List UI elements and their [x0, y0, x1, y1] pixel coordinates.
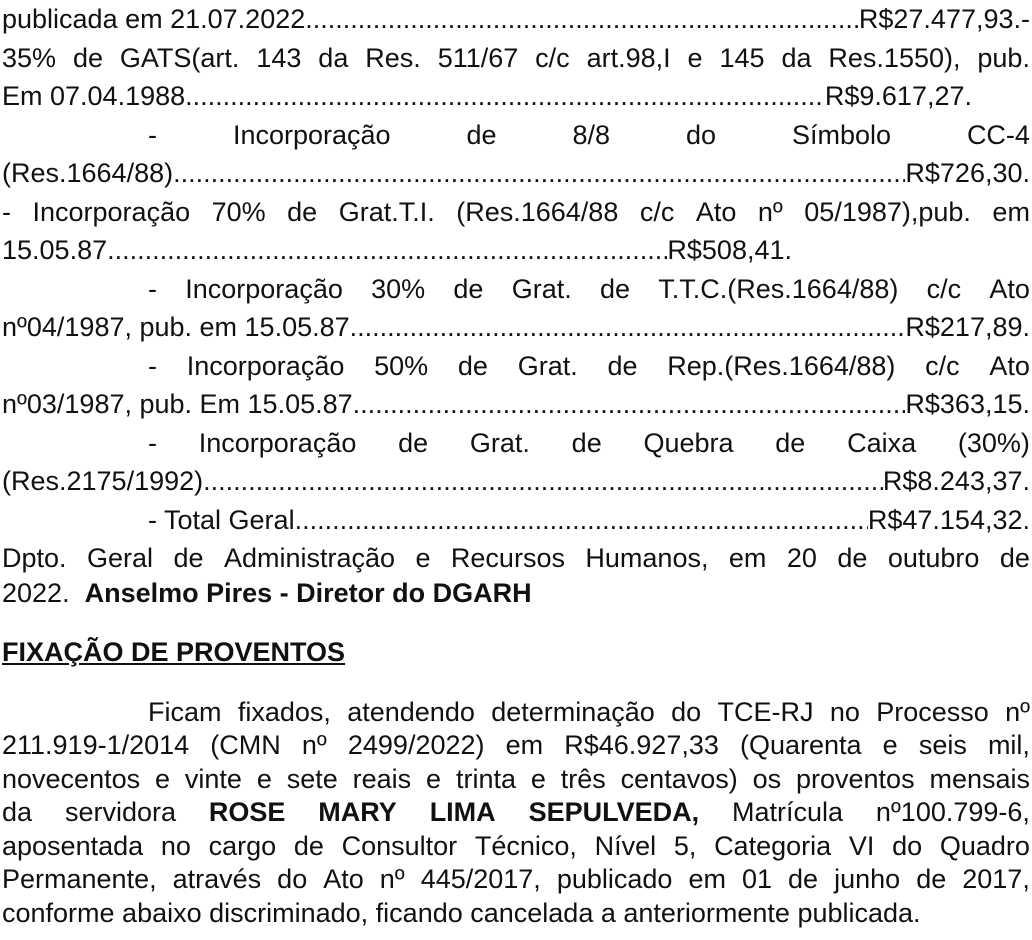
- word: Incorporação: [32, 196, 191, 227]
- word: Consultor: [341, 830, 458, 861]
- word: servidora: [64, 797, 176, 827]
- word: Grat.: [469, 427, 530, 458]
- gats-publication-line: [2, 77, 1030, 116]
- amount-value: R$726,30.: [905, 158, 1030, 188]
- word: reais: [352, 763, 412, 794]
- word: determinação: [491, 696, 655, 727]
- word: aposentada: [2, 830, 144, 861]
- word: e: [530, 763, 546, 794]
- word: sete: [286, 763, 338, 794]
- word: no: [160, 830, 191, 861]
- publication-date-line: [2, 0, 1030, 39]
- word: 01: [741, 864, 773, 894]
- incorporation-caixa-amount-line: [2, 462, 1030, 501]
- incorporation-grat-ti-amount-line: [2, 231, 1030, 270]
- word: em: [728, 543, 767, 573]
- word: Símbolo: [791, 119, 891, 150]
- word: 143: [256, 42, 302, 73]
- word: de: [607, 350, 638, 381]
- incorporation-rep-line: [2, 347, 1030, 386]
- word: -: [148, 427, 157, 458]
- dot-leader: [203, 462, 883, 501]
- word: Caixa: [847, 427, 917, 458]
- word: atendendo: [347, 696, 475, 727]
- dot-leader: [353, 385, 906, 424]
- paragraph-line: [2, 763, 1030, 797]
- word: Rep.(Res.1664/88): [667, 350, 896, 381]
- word: de: [173, 543, 204, 573]
- word: Incorporação: [185, 273, 343, 304]
- word: Permanente,: [2, 864, 157, 894]
- word: trinta: [455, 763, 516, 794]
- word: de: [72, 42, 103, 73]
- word: do: [892, 830, 923, 861]
- word: Res.: [365, 42, 421, 73]
- word: 211.919-1/2014: [2, 730, 190, 760]
- word: nº: [379, 864, 405, 894]
- spacer: [2, 610, 1030, 630]
- word: 35%: [2, 42, 57, 73]
- word: vinte: [184, 763, 242, 794]
- word: e: [687, 42, 703, 73]
- word: CC-4: [966, 119, 1030, 150]
- dot-leader: [107, 231, 667, 270]
- word: 05/1987),pub.: [804, 196, 971, 227]
- word: Ato: [989, 350, 1030, 381]
- incorporation-cc4-line: [2, 116, 1030, 155]
- paragraph-closing-text: conforme abaixo discriminado, ficando cancelada a anteriormente publicada.: [2, 897, 921, 928]
- word: através: [172, 864, 262, 894]
- servant-name-word: ROSE: [208, 797, 286, 827]
- paragraph-line-last: [2, 897, 1030, 931]
- incorporation-ttc-line: [2, 270, 1030, 309]
- section-heading-line: [2, 630, 1030, 674]
- word: 2017,: [962, 864, 1030, 894]
- word: de: [287, 196, 318, 227]
- word: nº: [1005, 696, 1030, 727]
- word: Categoria: [714, 830, 832, 861]
- dot-leader: [350, 308, 906, 347]
- word: outubro: [887, 543, 980, 573]
- dot-leader: [305, 0, 859, 39]
- paragraph-line: [2, 729, 1030, 763]
- incorporation-cc4-amount-line: [2, 154, 1030, 193]
- servant-name-word: SEPULVEDA,: [528, 797, 700, 827]
- amount-value: R$363,15.: [905, 389, 1030, 419]
- section-heading: FIXAÇÃO DE PROVENTOS: [2, 636, 346, 667]
- incorporation-rep-amount-line: [2, 385, 1030, 424]
- servant-name-word: LIMA: [429, 797, 496, 827]
- word: Dpto.: [2, 543, 67, 573]
- signatory-name: Anselmo Pires - Diretor do DGARH: [84, 577, 532, 608]
- word: (30%): [957, 427, 1030, 458]
- word: proventos: [796, 763, 915, 794]
- amount-value: R$9.617,27.: [824, 81, 972, 111]
- word: seis: [918, 730, 967, 760]
- total-line: [2, 501, 1030, 540]
- word: Administração: [223, 543, 396, 573]
- word: cargo: [208, 830, 277, 861]
- word: Ato: [323, 864, 364, 894]
- paragraph-line: [2, 863, 1030, 897]
- word: Grat.: [511, 273, 572, 304]
- word: e: [426, 763, 442, 794]
- year-text: 2022.: [2, 577, 85, 608]
- word: do: [685, 119, 716, 150]
- word: mil,: [987, 730, 1030, 760]
- word: de: [293, 830, 324, 861]
- word: (CMN: [210, 730, 281, 760]
- word: Quadro: [939, 830, 1030, 861]
- signature-line: [2, 578, 1030, 610]
- word: -: [148, 273, 157, 304]
- date-text: 15.05.87: [2, 235, 108, 265]
- word: de: [775, 427, 806, 458]
- paragraph-line-servant: [2, 796, 1030, 830]
- word: mensais: [929, 763, 1030, 794]
- word: nº: [757, 196, 783, 227]
- dot-leader: [185, 77, 825, 116]
- word: os: [752, 763, 782, 794]
- word: do: [277, 864, 308, 894]
- word: de: [999, 543, 1030, 573]
- word: 511/67: [437, 42, 519, 73]
- word: 5,: [673, 830, 697, 861]
- word: 2499/2022): [347, 730, 485, 760]
- word: Incorporação: [232, 119, 391, 150]
- word: Recursos: [450, 543, 565, 573]
- word: de: [788, 864, 819, 894]
- word: publicado: [556, 864, 673, 894]
- word: nº100.799-6,: [875, 797, 1030, 827]
- word: Grat.: [517, 350, 578, 381]
- amount-value: R$508,41.: [667, 235, 792, 265]
- word: (Quarenta: [739, 730, 862, 760]
- word: Nível: [594, 830, 657, 861]
- act-text: nº03/1987, pub. Em 15.05.87: [2, 389, 353, 419]
- word: de: [599, 273, 631, 304]
- word: fixados,: [237, 696, 331, 727]
- word: -: [2, 196, 11, 227]
- word: de: [466, 119, 497, 150]
- word: 445/2017,: [420, 864, 541, 894]
- word: junho: [834, 864, 901, 894]
- word: Grat.T.I.: [338, 196, 435, 227]
- word: Ficam: [148, 696, 222, 727]
- word: Incorporação: [198, 427, 357, 458]
- servant-name-word: MARY: [318, 797, 397, 827]
- word: de: [453, 273, 484, 304]
- word: c/c: [535, 42, 570, 73]
- word: em: [505, 730, 544, 760]
- word: novecentos: [2, 763, 141, 794]
- word: e: [154, 763, 171, 794]
- word: c/c: [925, 350, 960, 381]
- incorporation-ttc-amount-line: [2, 308, 1030, 347]
- word: de: [916, 864, 947, 894]
- word: 8/8: [572, 119, 611, 150]
- incorporation-grat-ti-line: [2, 193, 1030, 232]
- word: 30%: [371, 273, 426, 304]
- word: Ato: [989, 273, 1030, 304]
- dot-leader: [173, 154, 905, 193]
- total-label: - Total Geral: [148, 504, 295, 535]
- word: Técnico,: [474, 830, 577, 861]
- document-page: [2, 0, 1030, 930]
- spacer: [2, 674, 1030, 696]
- word: VI: [848, 830, 875, 861]
- gats-line: [2, 39, 1030, 78]
- word: Ato: [695, 196, 737, 227]
- word: TCE-RJ: [717, 696, 814, 727]
- word: 70%: [211, 196, 266, 227]
- word: de: [571, 427, 602, 458]
- resolution-text: (Res.2175/1992): [2, 466, 204, 496]
- word: -: [148, 350, 157, 381]
- word: Processo: [876, 696, 989, 727]
- word: de: [837, 543, 868, 573]
- word: art.98,I: [586, 42, 671, 73]
- word: Quebra: [643, 427, 734, 458]
- word: Matrícula: [731, 797, 844, 827]
- word: e: [256, 763, 272, 794]
- word: de: [398, 427, 429, 458]
- word: -: [148, 119, 157, 150]
- act-text: nº04/1987, pub. em 15.05.87: [2, 312, 350, 342]
- word: e: [415, 543, 431, 573]
- fixation-paragraph: [2, 696, 1030, 931]
- department-line: [2, 539, 1030, 578]
- word: em: [688, 864, 726, 894]
- word: 20: [786, 543, 817, 573]
- amount-value: R$27.477,93.-: [858, 4, 1030, 34]
- word: em: [992, 196, 1030, 227]
- word: pub.: [977, 42, 1030, 73]
- word: e: [882, 730, 898, 760]
- word: c/c: [926, 273, 962, 304]
- total-value: R$47.154,32.: [867, 504, 1030, 535]
- word: do: [671, 696, 702, 727]
- publication-date-text: publicada em 21.07.2022: [2, 4, 306, 34]
- word: Humanos,: [585, 543, 709, 573]
- word: 145: [719, 42, 765, 73]
- word: Incorporação: [186, 350, 345, 381]
- resolution-text: (Res.1664/88): [2, 158, 174, 188]
- dot-leader: [295, 501, 868, 540]
- paragraph-line: [2, 696, 1030, 730]
- paragraph-line: [2, 830, 1030, 864]
- amount-value: R$8.243,37.: [882, 466, 1030, 496]
- word: c/c: [639, 196, 675, 227]
- word: (Res.1664/88: [456, 196, 619, 227]
- word: no: [829, 696, 860, 727]
- incorporation-caixa-line: [2, 424, 1030, 463]
- word: da: [2, 797, 33, 827]
- word: 50%: [374, 350, 429, 381]
- word: centavos): [620, 763, 738, 794]
- word: T.T.C.(Res.1664/88): [658, 273, 899, 304]
- word: R$46.927,33: [564, 730, 719, 760]
- amount-value: R$217,89.: [905, 312, 1030, 342]
- word: nº: [301, 730, 327, 760]
- gats-publication-text: Em 07.04.1988: [2, 81, 186, 111]
- word: de: [457, 350, 488, 381]
- word: Geral: [86, 543, 154, 573]
- word: da: [781, 42, 812, 73]
- word: três: [560, 763, 606, 794]
- word: da: [318, 42, 349, 73]
- word: Res.1550),: [828, 42, 961, 73]
- word: GATS(art.: [119, 42, 240, 73]
